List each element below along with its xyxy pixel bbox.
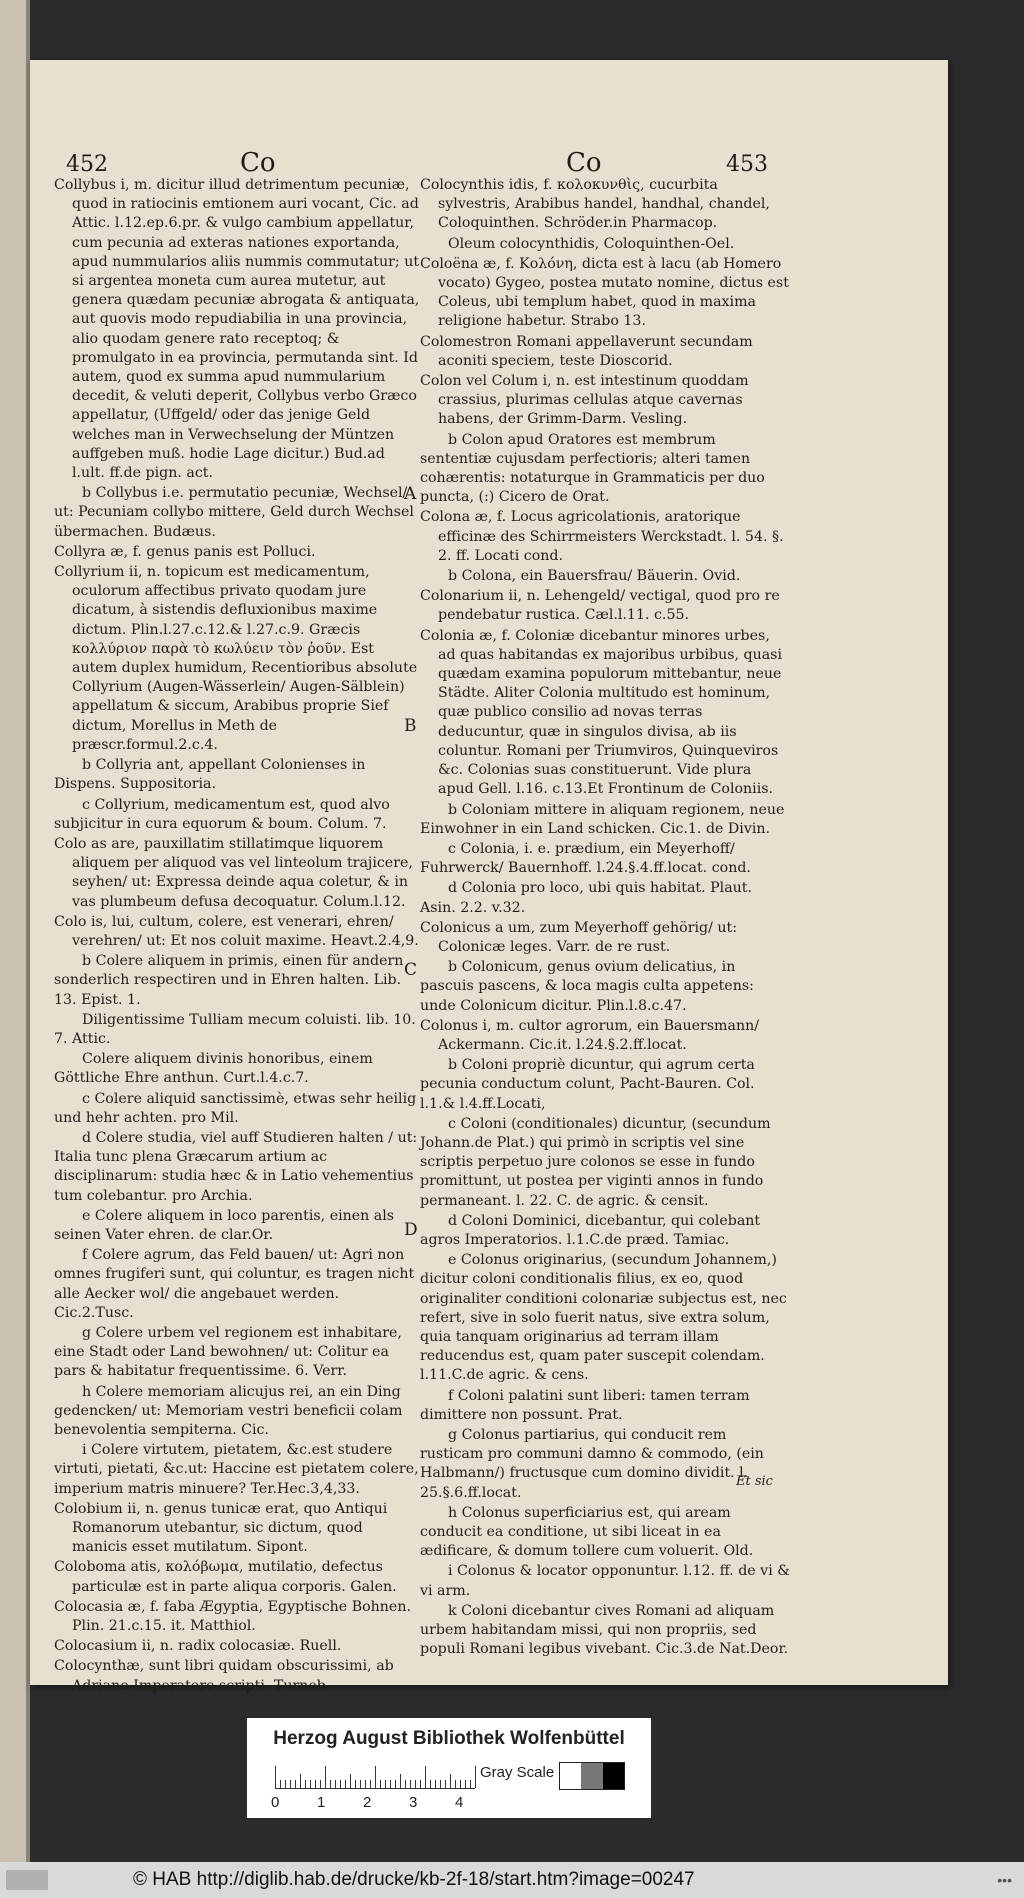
ruler-tick xyxy=(325,1766,326,1788)
ruler-tick xyxy=(345,1780,346,1788)
ruler-tick xyxy=(290,1780,291,1788)
left-column-entry: Collyra æ, f. genus panis est Polluci. xyxy=(54,543,316,560)
left-column-entry: b Collybus i.e. permutatio pecuniæ, Wechsel/ ut: Pecuniam collybo mittere, Geld durch Wechsel übermachen. Budæus. xyxy=(54,485,414,540)
right-column-entry: c Colonia, i. e. prædium, ein Meyerhoff/ Fuhrwerck/ Bauernhoff. l.24.§.4.ff.locat. cond. xyxy=(420,840,751,877)
ruler-tick xyxy=(285,1780,286,1788)
ruler-tick xyxy=(475,1766,476,1788)
left-running-head: Co xyxy=(240,148,276,178)
left-column-entry: b Colere aliquem in primis, einen für andern sonderlich respectiren und in Ehren halten. Lib. 13. Epist. 1. xyxy=(54,953,404,1008)
margin-letter-c: C xyxy=(404,960,418,980)
right-column-entry: d Coloni Dominici, dicebantur, qui colebant agros Imperatorios. l.1.C.de præd. Tamiac. xyxy=(420,1212,761,1248)
ruler-tick xyxy=(405,1780,406,1788)
right-column-entry: Colon vel Colum i, n. est intestinum quoddam crassius, plurimas cellulas atque cavernas habens, der Grimm-Darm. Vesling. xyxy=(420,373,749,428)
right-column-entry: b Colonicum, genus ovium delicatius, in pascuis pascens, & loca magis culta appetens: unde Colonicum dicitur. Plin.l.8.c.47. xyxy=(420,959,754,1014)
ruler-tick xyxy=(320,1780,321,1788)
left-column-entry: c Collyrium, medicamentum est, quod alvo subjicitur in cura equorum & boum. Colum. 7. xyxy=(54,796,390,832)
ruler-tick xyxy=(390,1780,391,1788)
right-column-entry: b Colon apud Oratores est membrum sententiæ cujusdam perfectioris; alteri tamen cohærentis: notaturque in Grammaticis per duo puncta, (:) Cicero de Orat. xyxy=(420,431,765,506)
margin-letter-d: D xyxy=(404,1220,418,1240)
library-name: Herzog August Bibliothek Wolfenbüttel xyxy=(273,1728,625,1749)
copyright-url[interactable]: © HAB http://diglib.hab.de/drucke/kb-2f-18/start.htm?image=00247 xyxy=(133,1869,695,1890)
right-column-entry: c Coloni (conditionales) dicuntur, (secundum Johann.de Plat.) qui primò in scriptis vel sine scriptis perpetuo jure colonos se esse in fundo promittunt, ut postea per viginti annos in fundo permaneant. l. 22. C. de agric. & censit. xyxy=(420,1115,771,1209)
ruler-tick xyxy=(395,1780,396,1788)
gray-scale-label: Gray Scale xyxy=(480,1764,555,1781)
ruler-tick xyxy=(425,1766,426,1788)
left-column-entry: Colo is, lui, cultum, colere, est venerari, ehren/ verehren/ ut: Et nos coluit maxime. Heavt.2.4,9. xyxy=(54,913,419,949)
right-column-entry: k Coloni dicebantur cives Romani ad aliquam urbem habitandam missi, qui non propriis, sed populi Romani legibus vivebant. Cic.3.de Nat.Deor. xyxy=(420,1602,789,1658)
left-column-entry: Colocasium ii, n. radix colocasiæ. Ruell. xyxy=(54,1638,342,1655)
ruler-tick xyxy=(430,1780,431,1788)
left-column-entry: Collybus i, m. dicitur illud detrimentum pecuniæ, quod in ratiocinis emtionem auri vocant, Cic. ad Attic. l.12.ep.6.pr. & vulgo cambium appellatur, cum pecunia ad exteras nationes exportanda, apud nummularios aliis nummis commutatur; ut si argentea moneta cum aurea mutetur, aut genera quædam pecuniæ abrogata & antiquata, aut quovis modo repudiabilia in una provincia, alio quodam genere rato receptoq; & promulgato in ea provincia, permutanda sint. Id autem, quod ex summa apud nummularium decedit, & veluti deperit, Collybus verbo Græco appellatur, (Uffgeld/ oder das jenige Geld welches man in Verwechselung der Müntzen auffgeben muß. hodie Lage dicitur.) Bud.ad l.ult. ff.de pign. act. xyxy=(54,177,420,482)
ruler-tick xyxy=(280,1780,281,1788)
right-column-entry: b Colona, ein Bauersfrau/ Bäuerin. Ovid. xyxy=(448,568,741,585)
ruler-tick xyxy=(310,1780,311,1788)
ruler-number-4: 4 xyxy=(455,1794,464,1811)
ruler-number-1: 1 xyxy=(317,1794,326,1811)
ruler-tick xyxy=(400,1774,401,1788)
left-page-number: 452 xyxy=(66,152,108,177)
ruler-tick xyxy=(360,1780,361,1788)
left-column-entry: Collyrium ii, n. topicum est medicamentum, oculorum affectibus privato quodam jure dicatum, à sistendis defluxionibus maxime dictum. Plin.l.27.c.12.& l.27.c.9. Græcis κολλύριον παρὰ τὸ κωλύειν τὸν ῥοῦν. Est autem duplex humidum, Recentioribus absolute Collyrium (Augen-Wässerlein/ Augen-Sälblein) appellatum & siccum, Arabibus proprie Sief dictum, Morellus in Meth de præscr.formul.2.c.4. xyxy=(54,564,418,753)
left-column-entry: b Collyria ant, appellant Colonienses in Dispens. Suppositoria. xyxy=(54,757,366,793)
ruler-tick xyxy=(330,1780,331,1788)
right-column-entry: Colonia æ, f. Coloniæ dicebantur minores urbes, ad quas habitandas ex majoribus urbibus, quasi quædam examina populorum mittebantur, neue Städte. Aliter Colonia multitudo est hominum, quæ publico consilio ad novas terras deducuntur, quæ in singulos divisa, ab iis coluntur. Romani per Triumviros, Quinqueviros &c. Colonias suas constituerunt. Vide plura apud Gell. l.16. c.13.Et Frontinum de Coloniis. xyxy=(420,627,783,798)
ruler-tick xyxy=(300,1774,301,1788)
right-column-entry: Colocynthis idis, f. κολοκυνθὶς, cucurbita sylvestris, Arabibus handel, handhal, chandel, Coloquinthen. Schröder.in Pharmacop. xyxy=(420,177,770,232)
left-column-entry: h Colere memoriam alicujus rei, an ein Ding gedencken/ ut: Memoriam vestri beneficii colam benevolentia sempiterna. Cic. xyxy=(54,1383,403,1438)
library-color-card xyxy=(247,1718,651,1818)
ruler-tick xyxy=(455,1780,456,1788)
left-column-entry: g Colere urbem vel regionem est inhabitare, eine Stadt oder Land bewohnen/ ut: Colitur ea pars & habitatur frequentissime. 6. Verr. xyxy=(54,1324,402,1380)
right-column-entry: Colonus i, m. cultor agrorum, ein Bauersmann/ Ackermann. Cic.it. l.24.§.2.ff.locat. xyxy=(420,1017,760,1053)
left-column-entry: Colo as are, pauxillatim stillatimque liquorem aliquem per aliquod vas vel linteolum trajicere, seyhen/ ut: Expressa deinde aqua coletur, & in vas plumbeum defusa decoquatur. Colum.l.12. xyxy=(54,835,413,910)
margin-letter-b: B xyxy=(404,716,417,736)
catchword: Et sic xyxy=(736,1474,773,1489)
right-column-entry: i Colonus & locator opponuntur. l.12. ff. de vi & vi arm. xyxy=(420,1563,790,1599)
right-column-entry: Oleum colocynthidis, Coloquinthen-Oel. xyxy=(448,235,735,252)
left-column-entry: d Colere studia, viel auff Studieren halten / ut: Italia tunc plena Græcarum artium ac disciplinarum: studia hæc & in Latio vehementius tum colebantur. pro Archia. xyxy=(54,1129,418,1204)
book-edge xyxy=(0,0,30,1898)
right-column xyxy=(420,176,790,1660)
ruler-tick xyxy=(440,1780,441,1788)
ruler-tick xyxy=(315,1780,316,1788)
left-column-entry: Colocasia æ, f. faba Ægyptia, Egyptische Bohnen. Plin. 21.c.15. it. Matthiol. xyxy=(54,1598,411,1635)
ruler-tick xyxy=(465,1780,466,1788)
ruler-tick xyxy=(275,1766,276,1788)
right-column-entry: b Coloni propriè dicuntur, qui agrum certa pecunia conductum colunt, Pacht-Bauren. Col. l.1.& l.4.ff.Locati, xyxy=(420,1057,755,1112)
right-column-entry: Colonicus a um, zum Meyerhoff gehörig/ ut: Colonicæ leges. Varr. de re rust. xyxy=(420,919,738,955)
right-column-entry: e Colonus originarius, (secundum Johannem,) dicitur coloni conditionalis filius, ex eo, quod originaliter conditioni colonariæ subjectus est, nec refert, sive in solo fuerit natus, sive extra solum, quia tanquam originarius ad terram illam reducendus est, quam pater suscepit colendam. l.11.C.de agric. & cens. xyxy=(420,1252,787,1384)
left-column-entry: e Colere aliquem in loco parentis, einen als seinen Vater ehren. de clar.Or. xyxy=(54,1207,395,1243)
ruler-tick xyxy=(415,1780,416,1788)
right-running-head: Co xyxy=(566,148,602,178)
ruler-tick xyxy=(375,1766,376,1788)
ruler-tick xyxy=(420,1780,421,1788)
ruler-tick xyxy=(385,1780,386,1788)
left-column-entry: Coloboma atis, κολόβωμα, mutilatio, defectus particulæ est in parte aliqua corporis. Galen. xyxy=(54,1559,397,1595)
right-column-entry: Colonarium ii, n. Lehengeld/ vectigal, quod pro re pendebatur rustica. Cæl.l.11. c.55. xyxy=(420,588,780,624)
ruler-tick xyxy=(380,1780,381,1788)
gray-scale-swatches xyxy=(559,1762,625,1790)
ruler-tick xyxy=(370,1780,371,1788)
barcode-icon xyxy=(6,1870,48,1890)
ruler-tick xyxy=(355,1780,356,1788)
ruler-tick xyxy=(305,1780,306,1788)
ruler-tick xyxy=(450,1774,451,1788)
right-column-entry: Colomestron Romani appellaverunt secundam aconiti speciem, teste Dioscorid. xyxy=(420,333,753,369)
left-column-entry: Colobium ii, n. genus tunicæ erat, quo Antiqui Romanorum utebantur, sic dictum, quod manicis esset mutilatum. Sipont. xyxy=(54,1500,388,1556)
ruler-tick xyxy=(350,1774,351,1788)
right-column-entry: f Coloni palatini sunt liberi: tamen terram dimittere non possunt. Prat. xyxy=(420,1387,750,1423)
ruler-tick xyxy=(295,1780,296,1788)
ruler-number-0: 0 xyxy=(271,1794,280,1811)
ruler-number-2: 2 xyxy=(363,1794,372,1811)
left-column-entry: c Colere aliquid sanctissimè, etwas sehr heilig und hehr achten. pro Mil. xyxy=(54,1090,417,1126)
footer-bar xyxy=(0,1862,1024,1898)
left-column xyxy=(54,176,420,1697)
right-column-entry: Coloëna æ, f. Κολόνη, dicta est à lacu (ab Homero vocato) Gygeo, postea mutato nomine, dictus est Coleus, ubi templum habet, quod in maxima religione habetur. Strabo 13. xyxy=(420,255,789,330)
ruler-tick xyxy=(445,1780,446,1788)
scanned-page xyxy=(30,60,948,1694)
ruler-tick xyxy=(410,1780,411,1788)
left-column-entry: Colocynthæ, sunt libri quidam obscurissimi, ab Adriano Imperatore scripti. Turneb. xyxy=(54,1658,394,1694)
ruler-tick xyxy=(335,1780,336,1788)
ruler-tick xyxy=(365,1780,366,1788)
right-page-number: 453 xyxy=(726,152,768,177)
ruler-tick xyxy=(460,1780,461,1788)
ruler-number-3: 3 xyxy=(409,1794,418,1811)
ruler-tick xyxy=(340,1780,341,1788)
ruler-tick xyxy=(470,1780,471,1788)
left-column-entry: i Colere virtutem, pietatem, &c.est studere virtuti, pietati, &c.ut: Haccine est pietatem colere, imperium matris minuere? Ter.Hec.3,4,33. xyxy=(54,1442,419,1497)
ruler-tick xyxy=(435,1780,436,1788)
right-column-entry: g Colonus partiarius, qui conducit rem rusticam pro communi damno & commodo, (ein Halbmann/) fructusque cum domino dividit. l. 25.§.6.ff.locat. xyxy=(420,1427,764,1501)
left-column-entry: f Colere agrum, das Feld bauen/ ut: Agri non omnes frugiferi sunt, qui coluntur, es tragen nicht alle Aecker wol/ die angebauet werden. Cic.2.Tusc. xyxy=(54,1247,415,1321)
left-column-entry: Colere aliquem divinis honoribus, einem Göttliche Ehre anthun. Curt.l.4.c.7. xyxy=(54,1051,373,1087)
left-column-entry: Diligentissime Tulliam mecum coluisti. lib. 10. 7. Attic. xyxy=(54,1011,416,1047)
right-column-entry: b Coloniam mittere in aliquam regionem, neue Einwohner in ein Land schicken. Cic.1. de Divin. xyxy=(420,801,785,837)
margin-letter-a: A xyxy=(404,484,417,504)
right-column-entry: d Colonia pro loco, ubi quis habitat. Plaut. Asin. 2.2. v.32. xyxy=(420,880,753,916)
more-icon[interactable]: ••• xyxy=(997,1872,1012,1888)
right-column-entry: h Colonus superficiarius est, qui aream conducit ea conditione, ut sibi liceat in ea ædificare, & domum tollere cum voluerit. Old. xyxy=(420,1504,754,1560)
scale-ruler xyxy=(275,1764,475,1789)
right-column-entry: Colona æ, f. Locus agricolationis, aratorique efficinæ des Schirrmeisters Werckstadt. l. 54. §. 2. ff. Locati cond. xyxy=(420,509,784,564)
